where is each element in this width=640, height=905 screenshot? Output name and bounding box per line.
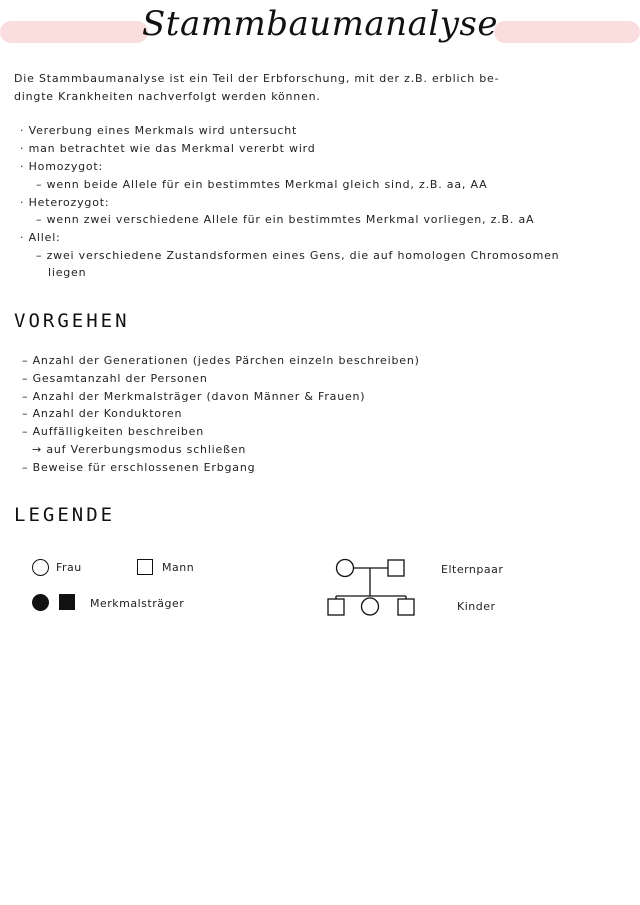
bullet-item: · Homozygot: [20, 160, 104, 173]
affected-male-filled-square-icon [59, 594, 75, 610]
list-item: – Auffälligkeiten beschreiben [22, 425, 205, 438]
list-item: – Anzahl der Generationen (jedes Pärchen einzeln beschreiben) [22, 354, 420, 367]
bullet-subitem: – wenn zwei verschiedene Allele für ein bestimmtes Merkmal vorliegen, z.B. aA [36, 213, 535, 226]
bullet-item: · Heterozygot: [20, 196, 110, 209]
bullet-subitem: – wenn beide Allele für ein bestimmtes Merkmal gleich sind, z.B. aa, AA [36, 178, 488, 191]
bullet-item: · Allel: [20, 231, 61, 244]
parent-male-square [388, 560, 404, 576]
female-circle-icon [32, 559, 49, 576]
bullet-item: · Vererbung eines Merkmals wird untersucht [20, 124, 298, 137]
legend-label-kinder: Kinder [457, 600, 496, 613]
intro-line-2: dingte Krankheiten nachverfolgt werden können. [14, 90, 321, 103]
list-item: – Beweise für erschlossenen Erbgang [22, 461, 256, 474]
intro-line-1: Die Stammbaumanalyse ist ein Teil der Erbforschung, mit der z.B. erblich be- [14, 72, 500, 85]
list-item: – Gesamtanzahl der Personen [22, 372, 208, 385]
list-item: – Anzahl der Merkmalsträger (davon Männer & Frauen) [22, 390, 366, 403]
section-heading-vorgehen: VORGEHEN [14, 310, 130, 332]
bullet-continuation: liegen [48, 266, 87, 279]
parent-female-circle [337, 560, 354, 577]
male-square-icon [137, 559, 153, 575]
child-female-circle [362, 598, 379, 615]
bullet-subitem: – zwei verschiedene Zustandsformen eines Gens, die auf homologen Chromosomen [36, 249, 560, 262]
legend-label-merkmalstraeger: Merkmalsträger [90, 597, 185, 610]
affected-female-filled-circle-icon [32, 594, 49, 611]
legend-label-elternpaar: Elternpaar [441, 563, 504, 576]
bullet-item: · man betrachtet wie das Merkmal vererbt wird [20, 142, 316, 155]
list-item: – Anzahl der Konduktoren [22, 407, 183, 420]
section-heading-legende: LEGENDE [14, 504, 116, 526]
child-male-square [398, 599, 414, 615]
pedigree-diagram-icon [322, 554, 422, 618]
page-title: Stammbaumanalyse [142, 4, 498, 44]
legend-label-frau: Frau [56, 561, 82, 574]
legend-label-mann: Mann [162, 561, 195, 574]
list-subitem: → auf Vererbungsmodus schließen [32, 443, 247, 456]
child-male-square [328, 599, 344, 615]
